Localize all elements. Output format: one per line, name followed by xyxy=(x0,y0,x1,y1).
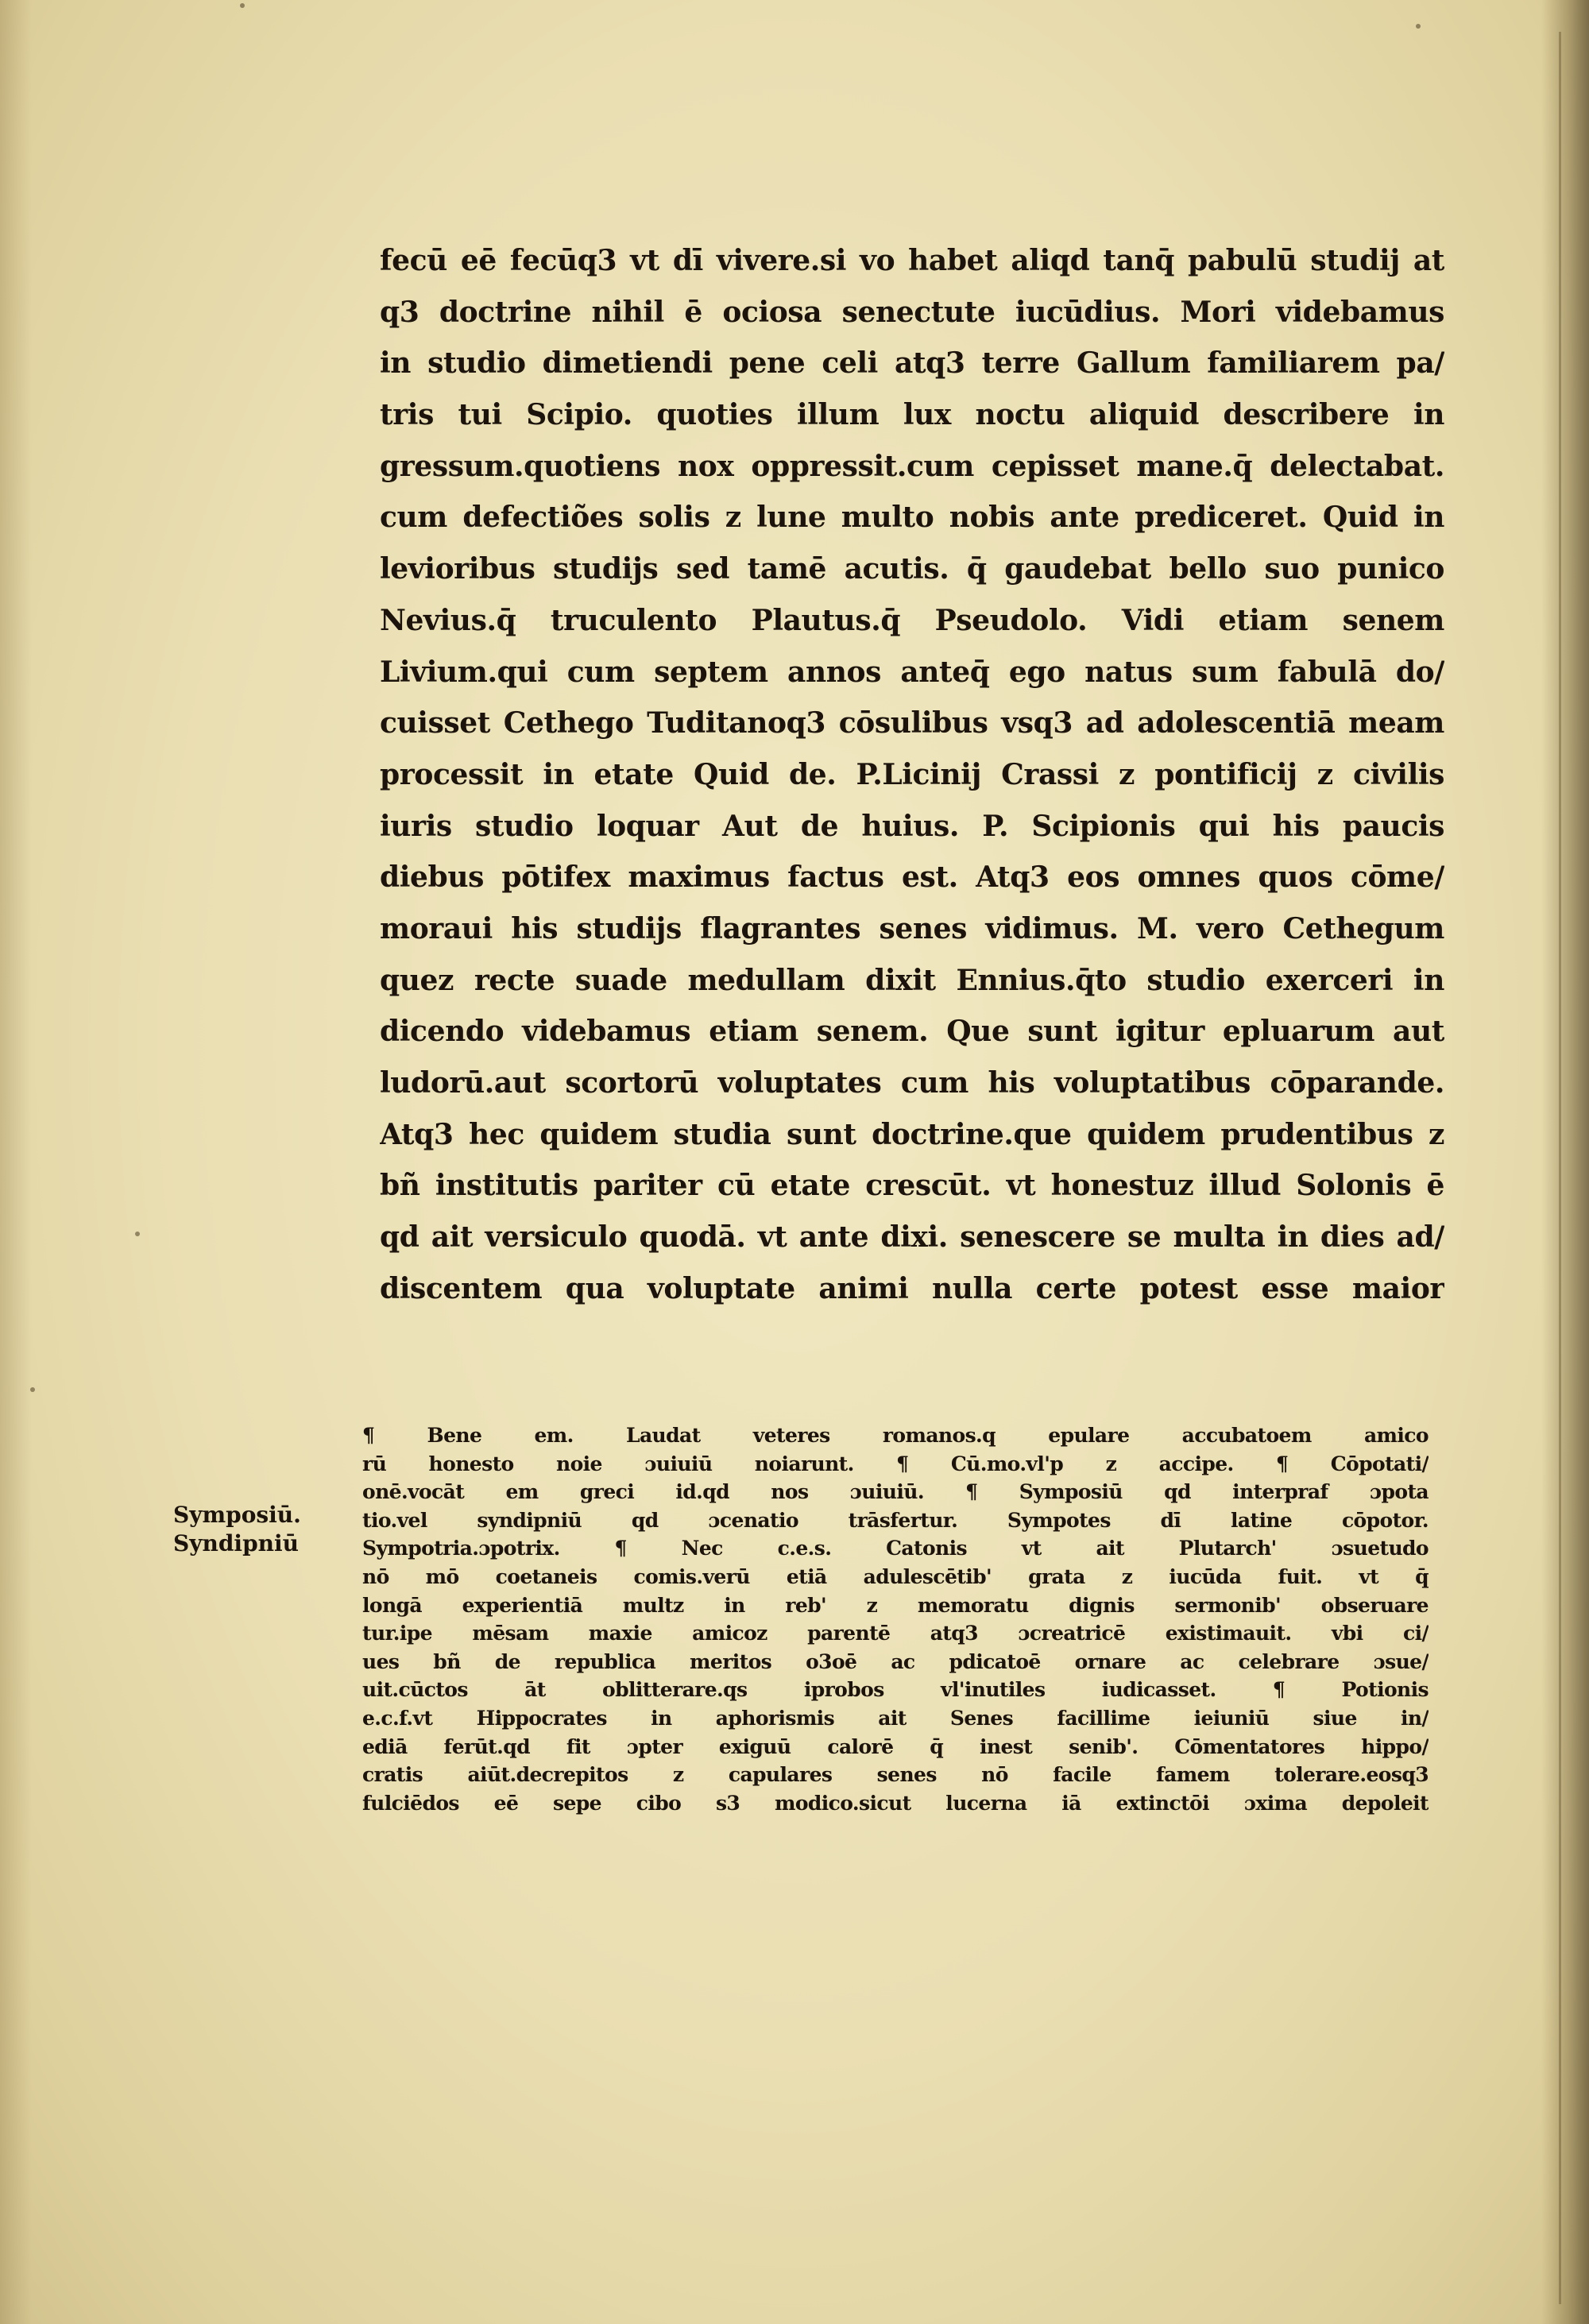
commentary-line: ¶ Bene em. Laudat veteres romanos.q epulare accubatoem amico xyxy=(362,1424,1429,1447)
commentary-line: nō mō coetaneis comis.verū etiā adulescētib' grata z iucūda fuit. vt q̄ xyxy=(362,1564,1429,1588)
margin-note: Syndipniū xyxy=(173,1530,299,1556)
main-text-line: ludorū.aut scortorū voluptates cum his voluptatibus cōparande. xyxy=(380,1066,1444,1100)
main-text-line: bñ institutis pariter cū etate crescūt. vt honestuz illud Solonis ē xyxy=(380,1169,1444,1203)
commentary-line: longā experientiā multz in reb' z memoratu dignis sermonib' obseruare xyxy=(362,1593,1429,1617)
main-text-line: cuisset Cethego Tuditanoq3 cōsulibus vsq3 ad adolescentiā meam xyxy=(380,706,1444,741)
commentary-line: cratis aiūt.decrepitos z capulares senes nō facile famem tolerare.eosq3 xyxy=(362,1763,1429,1787)
main-text-line: moraui his studijs flagrantes senes vidimus. M. vero Cethegum xyxy=(380,911,1444,945)
commentary-line: fulciēdos eē sepe cibo s3 modico.sicut lucerna iā extinctōi ɔxima depoleit xyxy=(362,1791,1429,1815)
margin-note: Symposiū. xyxy=(173,1502,301,1528)
main-text-line: fecū eē fecūq3 vt dī vivere.si vo habet aliqd tanq̄ pabulū studij at xyxy=(380,244,1444,277)
page-edge-shadow xyxy=(1541,0,1589,2324)
main-text-line: tris tui Scipio. quoties illum lux noctu aliquid describere in xyxy=(380,398,1444,432)
main-text-line: processit in etate Quid de. P.Licinij Crassi z pontificij z civilis xyxy=(380,757,1444,791)
main-text-line: dicendo videbamus etiam senem. Que sunt igitur epluarum aut xyxy=(380,1015,1444,1049)
commentary-line: rū honesto noie ɔuiuiū noiarunt. ¶ Cū.mo.vl'p z accipe. ¶ Cōpotati/ xyxy=(362,1452,1429,1475)
commentary-line: e.c.f.vt Hippocrates in aphorismis ait Senes facillime ieiuniū siue in/ xyxy=(362,1706,1429,1730)
main-text-line: quez recte suade medullam dixit Ennius.q̄to studio exerceri in xyxy=(380,963,1444,997)
commentary-block xyxy=(362,1421,1429,1817)
main-text-line: levioribus studijs sed tamē acutis. q̄ gaudebat bello suo punico xyxy=(380,552,1444,586)
main-text-line: q3 doctrine nihil ē ociosa senectute iucūdius. Mori videbamus xyxy=(380,295,1444,329)
ink-speck xyxy=(135,1232,140,1236)
commentary-line: ediā ferūt.qd fit ɔpter exiguū calorē q̄ inest senib'. Cōmentatores hippo/ xyxy=(362,1734,1429,1758)
commentary-line: uit.cūctos āt oblitterare.qs iprobos vl'inutiles iudicasset. ¶ Potionis xyxy=(362,1678,1429,1702)
main-text-block xyxy=(380,235,1444,1314)
ink-speck xyxy=(240,3,245,8)
main-text-line: Atq3 hec quidem studia sunt doctrine.que quidem prudentibus z xyxy=(380,1117,1444,1151)
main-text-line: Nevius.q̄ truculento Plautus.q̄ Pseudolo. Vidi etiam senem xyxy=(380,603,1444,637)
commentary-line: tur.ipe mēsam maxie amicoz parentē atq3 ɔcreatricē existimauit. vbi ci/ xyxy=(362,1622,1429,1645)
main-text-line: in studio dimetiendi pene celi atq3 terre Gallum familiarem pa/ xyxy=(380,346,1444,381)
main-text-line: cum defectiões solis z lune multo nobis ante prediceret. Quid in xyxy=(380,501,1444,535)
marginal-notes xyxy=(173,1501,361,1558)
ink-speck xyxy=(30,1387,35,1392)
main-text-line: diebus pōtifex maximus factus est. Atq3 eos omnes quos cōme/ xyxy=(380,860,1444,895)
ink-speck xyxy=(1416,24,1421,29)
page-gutter-shade xyxy=(0,0,32,2324)
main-text-line: gressum.quotiens nox oppressit.cum cepisset mane.q̄ delectabat. xyxy=(380,449,1444,483)
commentary-line: onē.vocāt em greci id.qd nos ɔuiuiū. ¶ Symposiū qd interpraf ɔpota xyxy=(362,1480,1429,1504)
commentary-line: ues bñ de republica meritos o3oē ac pdicatoē ornare ac celebrare ɔsue/ xyxy=(362,1649,1429,1673)
main-text-line: qd ait versiculo quodā. vt ante dixi. senescere se multa in dies ad/ xyxy=(380,1220,1444,1255)
page-edge-line xyxy=(1559,32,1561,2304)
main-text-line: Livium.qui cum septem annos anteq̄ ego natus sum fabulā do/ xyxy=(380,655,1444,689)
main-text-line: iuris studio loquar Aut de huius. P. Scipionis qui his paucis xyxy=(380,809,1444,843)
commentary-line: Sympotria.ɔpotrix. ¶ Nec c.e.s. Catonis vt ait Plutarch' ɔsuetudo xyxy=(362,1537,1429,1560)
commentary-line: tio.vel syndipniū qd ɔcenatio trāsfertur. Sympotes dī latine cōpotor. xyxy=(362,1508,1429,1532)
main-text-line: discentem qua voluptate animi nulla certe potest esse maior xyxy=(380,1271,1444,1305)
